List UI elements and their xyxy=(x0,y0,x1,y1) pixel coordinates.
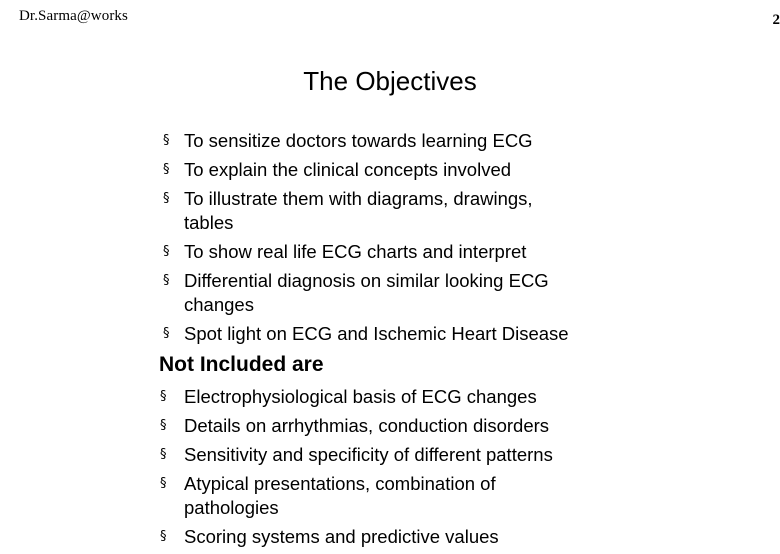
list-item xyxy=(0,472,604,520)
author-watermark: Dr.Sarma@works xyxy=(19,8,128,25)
objectives-list xyxy=(0,129,614,351)
page-number: 2 xyxy=(773,12,780,29)
list-item-text: Sensitivity and specificity of different patterns xyxy=(184,443,604,467)
bullet-icon: § xyxy=(160,385,167,409)
list-item xyxy=(0,414,604,438)
list-item xyxy=(0,385,604,409)
list-item-text: Atypical presentations, combination of pathologies xyxy=(184,472,544,520)
bullet-icon: § xyxy=(160,443,167,467)
list-item-text: To sensitize doctors towards learning ECG xyxy=(184,129,614,153)
slide-title: The Objectives xyxy=(0,66,780,97)
bullet-icon: § xyxy=(160,525,167,549)
list-item-text: Spot light on ECG and Ischemic Heart Disease xyxy=(184,322,614,346)
list-item-text: Details on arrhythmias, conduction disorders xyxy=(184,414,604,438)
list-item xyxy=(0,269,614,317)
list-item xyxy=(0,443,604,467)
bullet-icon: § xyxy=(163,269,170,293)
not-included-heading: Not Included are xyxy=(159,353,324,377)
list-item-text: To explain the clinical concepts involved xyxy=(184,158,614,182)
bullet-icon: § xyxy=(163,187,170,211)
list-item xyxy=(0,240,614,264)
bullet-icon: § xyxy=(160,414,167,438)
not-included-list xyxy=(0,385,604,554)
bullet-icon: § xyxy=(163,158,170,182)
list-item-text: Scoring systems and predictive values xyxy=(184,525,604,549)
list-item-text: Differential diagnosis on similar looking ECG changes xyxy=(184,269,584,317)
bullet-icon: § xyxy=(163,240,170,264)
list-item-text: To show real life ECG charts and interpret xyxy=(184,240,614,264)
list-item-text: Electrophysiological basis of ECG changes xyxy=(184,385,604,409)
list-item xyxy=(0,525,604,549)
bullet-icon: § xyxy=(160,472,167,496)
bullet-icon: § xyxy=(163,129,170,153)
bullet-icon: § xyxy=(163,322,170,346)
list-item xyxy=(0,187,614,235)
list-item xyxy=(0,322,614,346)
list-item xyxy=(0,158,614,182)
list-item-text: To illustrate them with diagrams, drawings, tables xyxy=(184,187,574,235)
list-item xyxy=(0,129,614,153)
